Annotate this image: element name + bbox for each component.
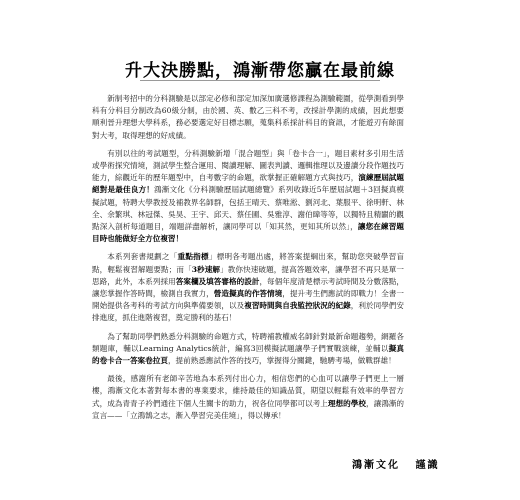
emphasis-text: 擬真的卷卡合一答案卷拉頁: [92, 343, 404, 366]
title-divider: [140, 80, 380, 81]
emphasis-text: 答案欄及填答審格的設計: [175, 276, 260, 286]
paragraph-text: 」教你快速破題，提高答題效率，讓學習不再只是單一思路，此外，本系列採用: [92, 264, 405, 286]
signature-publisher: 鴻漸文化: [352, 460, 400, 471]
paragraph-text: ，利於同學們安排進度，抓住進階複習，奠定勝利的基石！: [92, 301, 405, 323]
signature: [352, 456, 439, 471]
emphasis-text: 讓您在練習題目時也能做好全方位複習！: [92, 222, 404, 244]
preface-body: [92, 93, 404, 428]
paragraph-text: ，讓鴻漸的宣言——「立鴻鵠之志，漸入學習完美佳境」，得以傳承！: [92, 398, 405, 420]
emphasis-text: 3秒速解: [191, 264, 221, 274]
paragraph-text: 鴻漸文化《分科測驗歷屆試題總覽》系列收錄近5年歷屆試題＋3回擬真模擬試題，特聘大學教授及補教界名師群，包括王晴天、蔡唯淞、劉河北、葉服平、徐明軒、林全、余繁琪、林冠傑、吳昊、王宇、邱天、蔡任圃、吳雅淳、謝伯暐等等，以獨特且精闢的觀點深入剖析每道題目，端題詳盡解析，讓同學可以「知其然，更知其所以然」，: [92, 185, 404, 232]
emphasis-text: 營造擬真的作答情境: [213, 289, 283, 299]
paragraph-text: 新制考招中的分科測驗是以部定必修和部定加深加廣選修課程為測驗範圍，從學測看到學科有分科目分制改為60級分制，由於國、英、數乙三科不考，改採計學測的成績，因此想要順利晉升理想大學科系，務必要選定好目標志願，蒐集科系採計科目的資訊，才能遊刃有餘面對大考，取得理想的好成績。: [92, 94, 404, 140]
paragraph: [92, 251, 404, 324]
emphasis-text: 複習時間與自我監控狀況的紀錄: [244, 301, 351, 311]
paragraph-text: ，每個年度清楚標示考試時間及分數落點，讓您掌握作答時間，檢測自我實力，: [92, 276, 405, 299]
paragraph: [92, 93, 404, 142]
paragraph-text: ，提升考生們應試的即戰力！全書一開始提供各考科的考試方向與準備要領，以及: [92, 289, 405, 311]
emphasis-text: 演練歷屆試題絕對是最佳良方！: [92, 173, 405, 195]
paragraph-text: 本系列套書規劃之「: [107, 252, 178, 262]
page-title: 升大決勝點，鴻漸帶您贏在最前線: [125, 61, 395, 81]
paragraph: [92, 148, 404, 246]
paragraph-text: 有別以往的考試題型，分科測驗新增「混合題型」與「卷卡合一」，題目素材多引用生活或學術探究情境，測試學生整合運用、閱讀理解、圖表判讀、邏輯推理以及邊讀分段作題技巧能力，綜觀近年的歷年題型中，自考數字的命題，欲掌握正確解題方式與技巧，: [92, 148, 404, 183]
paragraph: [92, 331, 404, 368]
emphasis-text: 理想的學校: [327, 398, 366, 408]
signature-closing: 謹識: [415, 460, 440, 471]
emphasis-text: 重點指標: [177, 252, 209, 262]
paragraph-text: 」標明各考題出處，將答案提綱出來，幫助您突破學習盲點，輕鬆複習解題要點；而「: [92, 252, 405, 274]
paragraph-text: ，提前熟悉應試作答的技巧，掌握得分關鍵，馳騁考場，做戰群雄！: [167, 356, 396, 366]
paragraph: [92, 373, 404, 422]
paragraph-text: 為了幫助同學們熟悉分科測驗的命題方式，特聘補教權威名師針對最新命題趨勢，網羅各類題庫，輔以Learning Analytics統計，編寫3回模擬試題讓學子們實戰演練，並輔以: [92, 331, 404, 353]
paragraph-text: 最後，感謝所有老師辛苦地為本系列付出心力，相信您們的心血可以讓學子們更上一層樓，鴻漸文化本著對每本書的專業要求，維持最佳的知識品質，期望以輕鬆有效率的學習方式，成為青青子衿們通往下個人生關卡的助力，祝各位同學都可以考上: [92, 374, 404, 408]
